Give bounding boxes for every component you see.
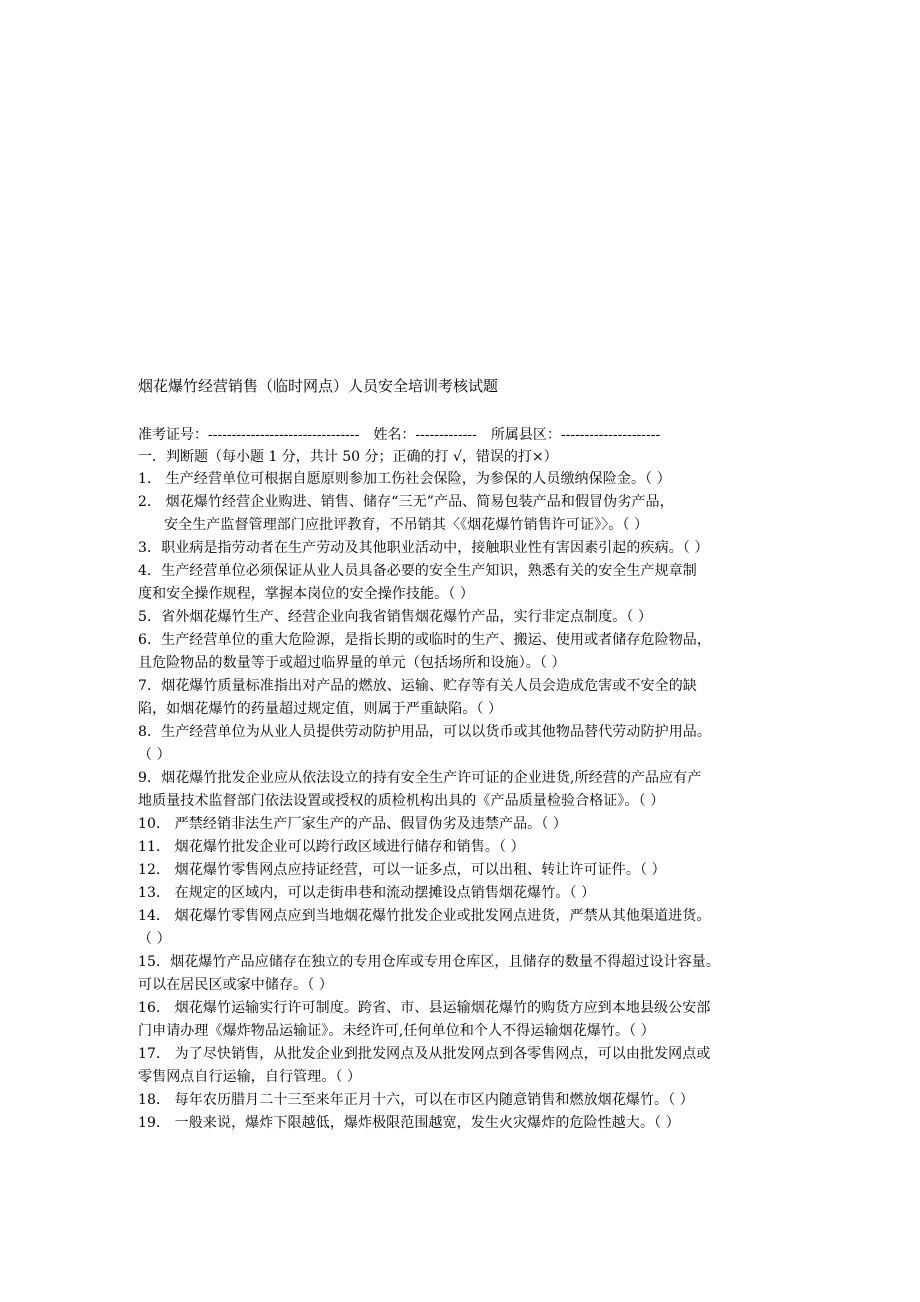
question-line: 1． 生产经营单位可根据自愿原则参加工伤社会保险，为参保的人员缴纳保险金。（ ） xyxy=(138,471,671,487)
question-line: 2． 烟花爆竹经营企业购进、销售、储存“三无”产品、简易包装产品和假冒伪劣产品， xyxy=(138,494,674,510)
exam-paper xyxy=(138,374,798,1135)
question-item xyxy=(138,1089,798,1112)
question-line: 地质量技术监督部门依法设置或授权的质检机构出具的《产品质量检验合格证》。（ ） xyxy=(138,793,665,809)
question-line: 10． 严禁经销非法生产厂家生产的产品、假冒伪劣及违禁产品。（ ） xyxy=(138,816,568,832)
question-line: 16． 烟花爆竹运输实行许可制度。跨省、市、县运输烟花爆竹的购货方应到本地县级公安部 xyxy=(138,1000,711,1016)
question-line: 13． 在规定的区域内，可以走街串巷和流动摆摊设点销售烟花爆竹。（ ） xyxy=(138,885,596,901)
question-line: 5．省外烟花爆竹生产、经营企业向我省销售烟花爆竹产品，实行非定点制度。（ ） xyxy=(138,609,653,625)
candidate-info-line xyxy=(138,424,798,446)
question-line: 8．生产经营单位为从业人员提供劳动防护用品，可以以货币或其他物品替代劳动防护用品。 xyxy=(138,724,712,740)
question-line: 17． 为了尽快销售，从批发企业到批发网点及从批发网点到各零售网点，可以由批发网点或 xyxy=(138,1046,711,1062)
name-field: 姓名：------------- xyxy=(373,427,477,443)
question-line: 18． 每年农历腊月二十三至来年正月十六，可以在市区内随意销售和燃放烟花爆竹。（ ） xyxy=(138,1092,694,1108)
question-item xyxy=(138,905,798,951)
question-item xyxy=(138,629,798,675)
question-item xyxy=(138,836,798,859)
question-item xyxy=(138,468,798,491)
question-line: 可以在居民区或家中储存。（ ） xyxy=(138,977,333,993)
question-item xyxy=(138,813,798,836)
question-item xyxy=(138,606,798,629)
question-item xyxy=(138,491,798,537)
question-item xyxy=(138,882,798,905)
question-line: 19． 一般来说，爆炸下限越低，爆炸极限范围越宽，发生火灾爆炸的危险性越大。（ ） xyxy=(138,1115,680,1131)
document-title: 烟花爆竹经营销售（临时网点）人员安全培训考核试题 xyxy=(138,377,499,395)
question-line: 且危险物品的数量等于或超过临界量的单元（包括场所和设施）。（ ） xyxy=(138,655,566,671)
question-line: 9．烟花爆竹批发企业应从依法设立的持有安全生产许可证的企业进货,所经营的产品应有产 xyxy=(138,770,702,786)
question-line: 4．生产经营单位必须保证从业人员具备必要的安全生产知识，熟悉有关的安全生产规章制 xyxy=(138,563,697,579)
question-item xyxy=(138,1043,798,1089)
question-line: 度和安全操作规程，掌握本岗位的安全操作技能。（ ） xyxy=(138,586,474,602)
question-line: 6．生产经营单位的重大危险源，是指长期的或临时的生产、搬运、使用或者储存危险物品， xyxy=(138,632,712,648)
question-line: 陷，如烟花爆竹的药量超过规定值，则属于严重缺陷。（ ） xyxy=(138,701,503,717)
question-item xyxy=(138,767,798,813)
question-item xyxy=(138,859,798,882)
question-line: 3．职业病是指劳动者在生产劳动及其他职业活动中，接触职业性有害因素引起的疾病。（ ） xyxy=(138,540,709,556)
section-heading-true-false: 一．判断题（每小题 1 分，共计 50 分；正确的打 √，错误的打×） xyxy=(138,449,558,465)
question-item xyxy=(138,951,798,997)
question-line: 12． 烟花爆竹零售网点应持证经营，可以一证多点，可以出租、转让许可证件。（ ） xyxy=(138,862,666,878)
county-field: 所属县区：--------------------- xyxy=(490,427,661,443)
question-line: 14． 烟花爆竹零售网点应到当地烟花爆竹批发企业或批发网点进货，严禁从其他渠道进货。 xyxy=(138,908,711,924)
question-line: 门申请办理《爆炸物品运输证》。未经许可,任何单位和个人不得运输烟花爆竹。（ ） xyxy=(138,1023,655,1039)
question-line: （ ） xyxy=(138,931,171,947)
question-line: 7．烟花爆竹质量标准指出对产品的燃放、运输、贮存等有关人员会造成危害或不安全的缺 xyxy=(138,678,697,694)
question-list xyxy=(138,468,798,1135)
question-line: 安全生产监督管理部门应批评教育，不吊销其〈《烟花爆竹销售许可证》〉。（ ） xyxy=(164,517,649,533)
question-item xyxy=(138,537,798,560)
question-item xyxy=(138,997,798,1043)
question-item xyxy=(138,721,798,767)
question-line: 15．烟花爆竹产品应储存在独立的专用仓库或专用仓库区，且储存的数量不得超过设计容量。 xyxy=(138,954,721,970)
question-line: 11． 烟花爆竹批发企业可以跨行政区域进行储存和销售。（ ） xyxy=(138,839,525,855)
exam-id-field: 准考证号：-------------------------------- xyxy=(138,427,360,443)
question-line: 零售网点自行运输，自行管理。（ ） xyxy=(138,1069,362,1085)
question-item xyxy=(138,1112,798,1135)
question-line: （ ） xyxy=(138,747,171,763)
question-item xyxy=(138,675,798,721)
question-item xyxy=(138,560,798,606)
